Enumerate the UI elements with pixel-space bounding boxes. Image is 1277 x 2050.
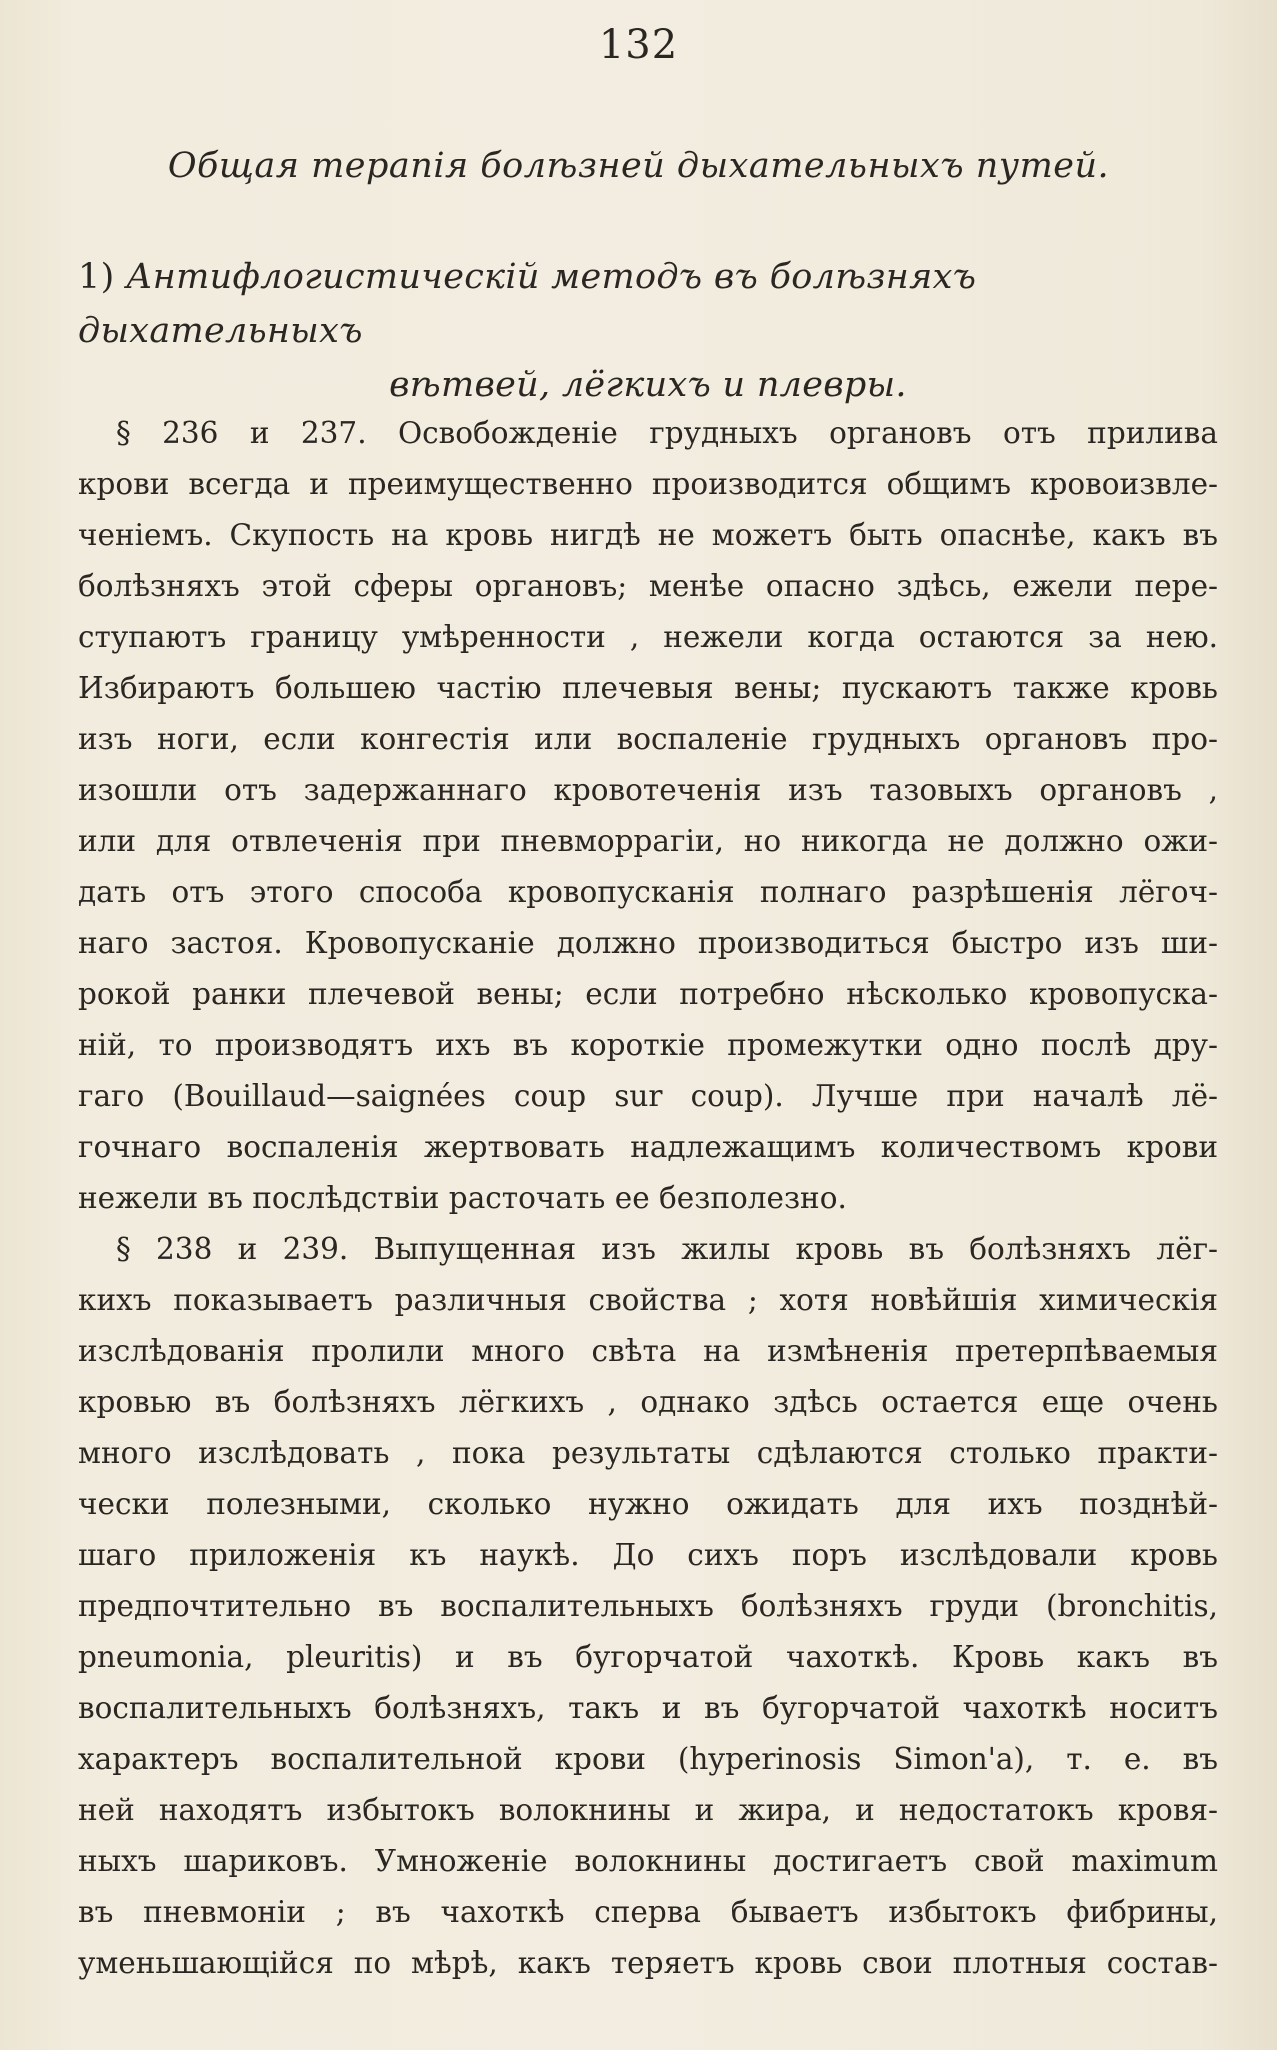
- text-line: крови всегда и преимущественно производится общимъ кровоизвле-: [78, 467, 1218, 501]
- text-line: ней находятъ избытокъ волокнины и жира, и недостатокъ кровя-: [78, 1793, 1218, 1827]
- text-line: ныхъ шариковъ. Умноженіе волокнины достигаетъ свой maximum: [78, 1844, 1218, 1878]
- text-line: характеръ воспалительной крови (hyperinosis Simon'a), т. е. въ: [78, 1742, 1218, 1776]
- text-line: § 238 и 239. Выпущенная изъ жилы кровь въ болѣзняхъ лёг-: [116, 1232, 1218, 1266]
- text-line: pneumonia, pleuritis) и въ бугорчатой чахоткѣ. Кровь какъ въ: [78, 1640, 1218, 1674]
- text-line: § 236 и 237. Освобожденіе грудныхъ органовъ отъ прилива: [116, 416, 1218, 450]
- text-line: ченіемъ. Скупость на кровь нигдѣ не можетъ быть опаснѣе, какъ въ: [78, 518, 1218, 552]
- text-line: воспалительныхъ болѣзняхъ, такъ и въ бугорчатой чахоткѣ носитъ: [78, 1691, 1218, 1725]
- text-line: кихъ показываетъ различныя свойства ; хотя новѣйшія химическія: [78, 1283, 1218, 1317]
- subsection-title-line-2: вѣтвей, лёгкихъ и плевры.: [389, 365, 907, 405]
- page-number: 132: [598, 22, 679, 68]
- text-line: кровью въ болѣзняхъ лёгкихъ , однако здѣсь остается еще очень: [78, 1385, 1218, 1419]
- text-line: гочнаго воспаленія жертвовать надлежащимъ количествомъ крови: [78, 1130, 1218, 1164]
- text-line: наго застоя. Кровопусканіе должно производиться быстро изъ ши-: [78, 926, 1218, 960]
- text-line: чески полезными, сколько нужно ожидать для ихъ позднѣй-: [78, 1487, 1218, 1521]
- text-line: дать отъ этого способа кровопусканія полнаго разрѣшенія лёгоч-: [78, 875, 1218, 909]
- text-line: въ пневмоніи ; въ чахоткѣ сперва бываетъ избытокъ фибрины,: [78, 1895, 1218, 1929]
- text-line: ній, то производятъ ихъ въ короткіе промежутки одно послѣ дру-: [78, 1028, 1218, 1062]
- subsection-heading: [78, 250, 1218, 412]
- text-line: рокой ранки плечевой вены; если потребно нѣсколько кровопуска-: [78, 977, 1218, 1011]
- body-text: [78, 408, 1218, 1989]
- text-line: предпочтительно въ воспалительныхъ болѣзняхъ груди (bronchitis,: [78, 1589, 1218, 1623]
- subsection-title-line-1: Антифлогистическій методъ въ болѣзняхъ дыхательныхъ: [78, 257, 977, 351]
- text-line: болѣзняхъ этой сферы органовъ; менѣе опасно здѣсь, ежели пере-: [78, 569, 1218, 603]
- subsection-number: 1): [78, 257, 115, 297]
- text-line: ступаютъ границу умѣренности , нежели когда остаются за нею.: [78, 620, 1218, 654]
- text-line: гаго (Bouillaud—saignées coup sur coup). Лучше при началѣ лё-: [78, 1079, 1218, 1113]
- section-title: Общая терапія болѣзней дыхательныхъ путей.: [167, 146, 1110, 186]
- text-line: шаго приложенія къ наукѣ. До сихъ поръ изслѣдовали кровь: [78, 1538, 1218, 1572]
- text-line: изошли отъ задержаннаго кровотеченія изъ тазовыхъ органовъ ,: [78, 773, 1218, 807]
- text-line: Избираютъ большею частію плечевыя вены; пускаютъ также кровь: [78, 671, 1218, 705]
- text-line: изслѣдованія пролили много свѣта на измѣненія претерпѣваемыя: [78, 1334, 1218, 1368]
- text-line: много изслѣдовать , пока результаты сдѣлаются столько практи-: [78, 1436, 1218, 1470]
- text-line: нежели въ послѣдствіи расточать ее безполезно.: [78, 1181, 847, 1215]
- text-line: уменьшающійся по мѣрѣ, какъ теряетъ кровь свои плотныя состав-: [78, 1946, 1218, 1980]
- text-line: изъ ноги, если конгестія или воспаленіе грудныхъ органовъ про-: [78, 722, 1218, 756]
- text-line: или для отвлеченія при пневморрагіи, но никогда не должно ожи-: [78, 824, 1218, 858]
